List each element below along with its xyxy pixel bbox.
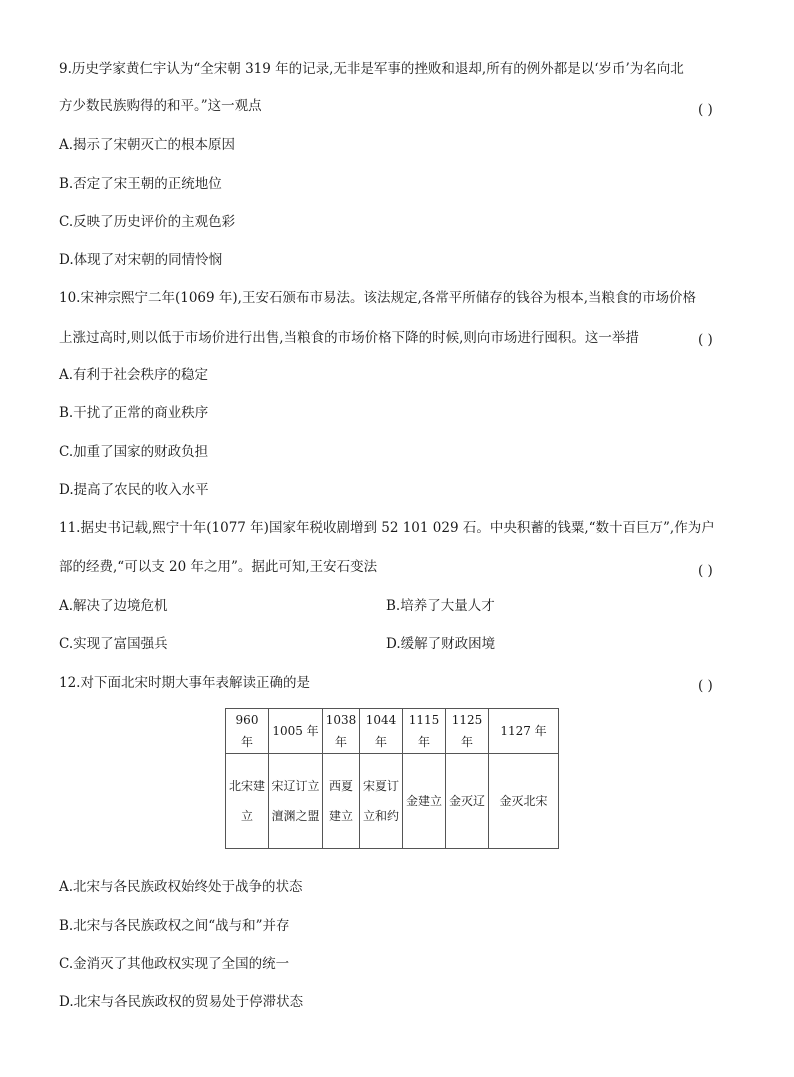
q11-stem-line2: 部的经费,“可以支 20 年之用”。据此可知,王安石变法 [59,559,378,575]
q9-option-a: A.揭示了宋朝灭亡的根本原因 [59,137,236,153]
timeline-event: 宋辽订立澶渊之盟 [269,754,323,849]
q11-option-b: B.培养了大量人才 [386,598,495,614]
q9-option-b: B.否定了宋王朝的正统地位 [59,176,222,192]
q12-option-d: D.北宋与各民族政权的贸易处于停滞状态 [59,994,304,1010]
q9-answer-paren: ( ) [698,102,713,118]
q9-option-c: C.反映了历史评价的主观色彩 [59,214,236,230]
q11-option-d: D.缓解了财政困境 [386,636,496,652]
q11-option-a: A.解决了边境危机 [59,598,168,614]
timeline-year: 1115 年 [403,709,446,754]
q10-option-a: A.有利于社会秩序的稳定 [59,367,209,383]
q10-stem-line1: 10.宋神宗熙宁二年(1069 年),王安石颁布市易法。该法规定,各常平所储存的钱谷为根本,当粮食的市场价格 [59,290,697,306]
timeline-event: 金建立 [403,754,446,849]
timeline-year: 960 年 [226,709,269,754]
q11-stem-line1: 11.据史书记载,熙宁十年(1077 年)国家年税收剧增到 52 101 029 石。中央积蓄的钱粟,“数十百巨万”,作为户 [59,520,715,536]
timeline-event: 金灭辽 [446,754,489,849]
timeline-year: 1038 年 [323,709,360,754]
q9-stem-line1: 9.历史学家黄仁宇认为“全宋朝 319 年的记录,无非是军事的挫败和退却,所有的例外都是以‘岁币’为名向北 [59,61,684,77]
timeline-event: 北宋建立 [226,754,269,849]
q12-option-b: B.北宋与各民族政权之间“战与和”并存 [59,918,290,934]
timeline-event: 西夏建立 [323,754,360,849]
q12-option-a: A.北宋与各民族政权始终处于战争的状态 [59,879,303,895]
timeline-year: 1127 年 [489,709,559,754]
timeline-event: 金灭北宋 [489,754,559,849]
timeline-year: 1005 年 [269,709,323,754]
timeline-year: 1044 年 [360,709,403,754]
q12-answer-paren: ( ) [698,678,713,694]
q12-stem: 12.对下面北宋时期大事年表解读正确的是 [59,675,310,691]
q9-stem-line2: 方少数民族购得的和平。”这一观点 [59,98,262,114]
q10-option-b: B.干扰了正常的商业秩序 [59,405,209,421]
timeline-year: 1125 年 [446,709,489,754]
song-timeline-table [225,708,559,849]
q11-option-c: C.实现了富国强兵 [59,636,168,652]
q9-option-d: D.体现了对宋朝的同情怜悯 [59,252,223,268]
q10-answer-paren: ( ) [698,332,713,348]
q11-answer-paren: ( ) [698,563,713,579]
q10-option-d: D.提高了农民的收入水平 [59,482,209,498]
q12-option-c: C.金消灭了其他政权实现了全国的统一 [59,956,290,972]
timeline-event: 宋夏订立和约 [360,754,403,849]
q10-option-c: C.加重了国家的财政负担 [59,444,209,460]
q10-stem-line2: 上涨过高时,则以低于市场价进行出售,当粮食的市场价格下降的时候,则向市场进行囤积。这一举措 [59,330,639,346]
